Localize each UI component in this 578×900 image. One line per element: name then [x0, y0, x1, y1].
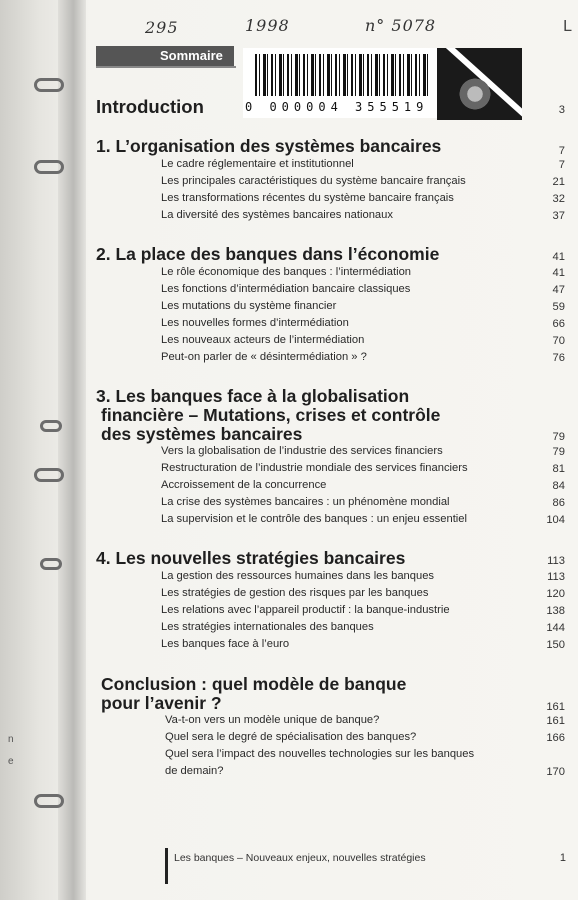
toc-item-page: 170: [546, 766, 565, 778]
toc-item: La diversité des systèmes bancaires nationaux: [161, 209, 393, 221]
toc-item: Vers la globalisation de l’industrie des services financiers: [161, 445, 443, 457]
handwritten-year: 1998: [245, 16, 290, 35]
section-header: Sommaire: [96, 46, 234, 66]
barcode-bars: [255, 54, 430, 96]
toc-item-page: 66: [552, 318, 565, 330]
toc-item-page: 21: [552, 176, 565, 188]
toc-item: Les nouvelles formes d’intermédiation: [161, 317, 349, 329]
footer-rule: [165, 848, 168, 884]
toc-chapter-title: 4. Les nouvelles stratégies bancaires: [96, 548, 406, 568]
toc-item-page: 47: [552, 284, 565, 296]
margin-mark: e: [8, 756, 14, 767]
toc-conclusion-title-line: Conclusion : quel modèle de banque: [101, 674, 407, 694]
handwritten-number: 295: [145, 18, 179, 37]
toc-item-page: 166: [546, 732, 565, 744]
toc-item-page: 76: [552, 352, 565, 364]
library-logo: [437, 48, 522, 120]
binding-shadow: [58, 0, 86, 900]
toc-conclusion-page: 161: [546, 701, 565, 713]
toc-intro-page: 3: [558, 104, 565, 116]
header-rule: [96, 66, 236, 68]
binder-ring: [40, 420, 62, 432]
toc-item-page: 84: [552, 480, 565, 492]
toc-item-page: 81: [552, 463, 565, 475]
toc-item: Accroissement de la concurrence: [161, 479, 327, 491]
toc-chapter-title-line: financière – Mutations, crises et contrôle: [101, 405, 441, 425]
page-number: 1: [559, 852, 566, 864]
barcode-label: [243, 48, 438, 118]
toc-chapter-page: 41: [552, 251, 565, 263]
toc-item-page: 150: [546, 639, 565, 651]
toc-chapter-page: 7: [558, 145, 565, 157]
toc-item: La supervision et le contrôle des banques : un enjeu essentiel: [161, 513, 467, 525]
toc-item-page: 7: [558, 159, 565, 171]
toc-item: Va-t-on vers un modèle unique de banque?: [165, 714, 380, 726]
toc-item: Les transformations récentes du système bancaire français: [161, 192, 454, 204]
toc-chapter-title: 1. L’organisation des systèmes bancaires: [96, 136, 442, 156]
toc-item: Le cadre réglementaire et institutionnel: [161, 158, 354, 170]
toc-item-page: 113: [547, 571, 565, 583]
toc-item: Quel sera le degré de spécialisation des banques?: [165, 731, 417, 743]
toc-item-page: 86: [552, 497, 565, 509]
handwritten-reference: n° 5078: [365, 16, 437, 35]
toc-conclusion-title-line: pour l’avenir ?: [101, 693, 222, 713]
toc-item-line: de demain?: [165, 765, 224, 777]
toc-item: La gestion des ressources humaines dans les banques: [161, 570, 435, 582]
toc-item-page: 79: [552, 446, 565, 458]
running-footer: Les banques – Nouveaux enjeux, nouvelles stratégies: [174, 852, 426, 864]
toc-item: Peut-on parler de « désintermédiation » ?: [161, 351, 367, 363]
toc-item-page: 104: [546, 514, 565, 526]
toc-item: Les relations avec l’appareil productif : la banque-industrie: [161, 604, 450, 616]
toc-item: Restructuration de l’industrie mondiale des services financiers: [161, 462, 468, 474]
toc-item: Les stratégies de gestion des risques par les banques: [161, 587, 429, 599]
barcode-number: 0 000004 355519: [245, 100, 429, 114]
margin-mark: n: [8, 734, 14, 745]
toc-item: La crise des systèmes bancaires : un phénomène mondial: [161, 496, 450, 508]
toc-intro-title: Introduction: [96, 96, 204, 117]
binder-ring: [34, 160, 64, 174]
binder-ring: [34, 468, 64, 482]
toc-item-page: 32: [552, 193, 565, 205]
toc-item: Les principales caractéristiques du système bancaire français: [161, 175, 466, 187]
toc-item: Les nouveaux acteurs de l’intermédiation: [161, 334, 365, 346]
toc-item-page: 120: [546, 588, 565, 600]
toc-item: Les stratégies internationales des banques: [161, 621, 374, 633]
toc-item: Les banques face à l’euro: [161, 638, 290, 650]
toc-item-page: 161: [546, 715, 565, 727]
toc-item-page: 70: [552, 335, 565, 347]
toc-item: Les fonctions d’intermédiation bancaire classiques: [161, 283, 411, 295]
toc-chapter-page: 113: [547, 555, 565, 567]
binder-ring: [40, 558, 62, 570]
toc-item-page: 144: [546, 622, 565, 634]
toc-chapter-title-line: 3. Les banques face à la globalisation: [96, 386, 410, 406]
toc-chapter-page: 79: [552, 431, 565, 443]
toc-item-page: 138: [546, 605, 565, 617]
toc-item: Le rôle économique des banques : l’intermédiation: [161, 266, 412, 278]
toc-item-page: 59: [552, 301, 565, 313]
binder-ring: [34, 794, 64, 808]
toc-item: Les mutations du système financier: [161, 300, 337, 312]
toc-item-line: Quel sera l’impact des nouvelles technologies sur les banques: [165, 748, 475, 760]
handwritten-corner-mark: L: [563, 18, 572, 35]
toc-item-page: 41: [552, 267, 565, 279]
toc-chapter-title: 2. La place des banques dans l’économie: [96, 244, 440, 264]
toc-item-page: 37: [552, 210, 565, 222]
logo-emblem: [457, 76, 493, 112]
binder-ring: [34, 78, 64, 92]
toc-chapter-title-line: des systèmes bancaires: [101, 424, 303, 444]
